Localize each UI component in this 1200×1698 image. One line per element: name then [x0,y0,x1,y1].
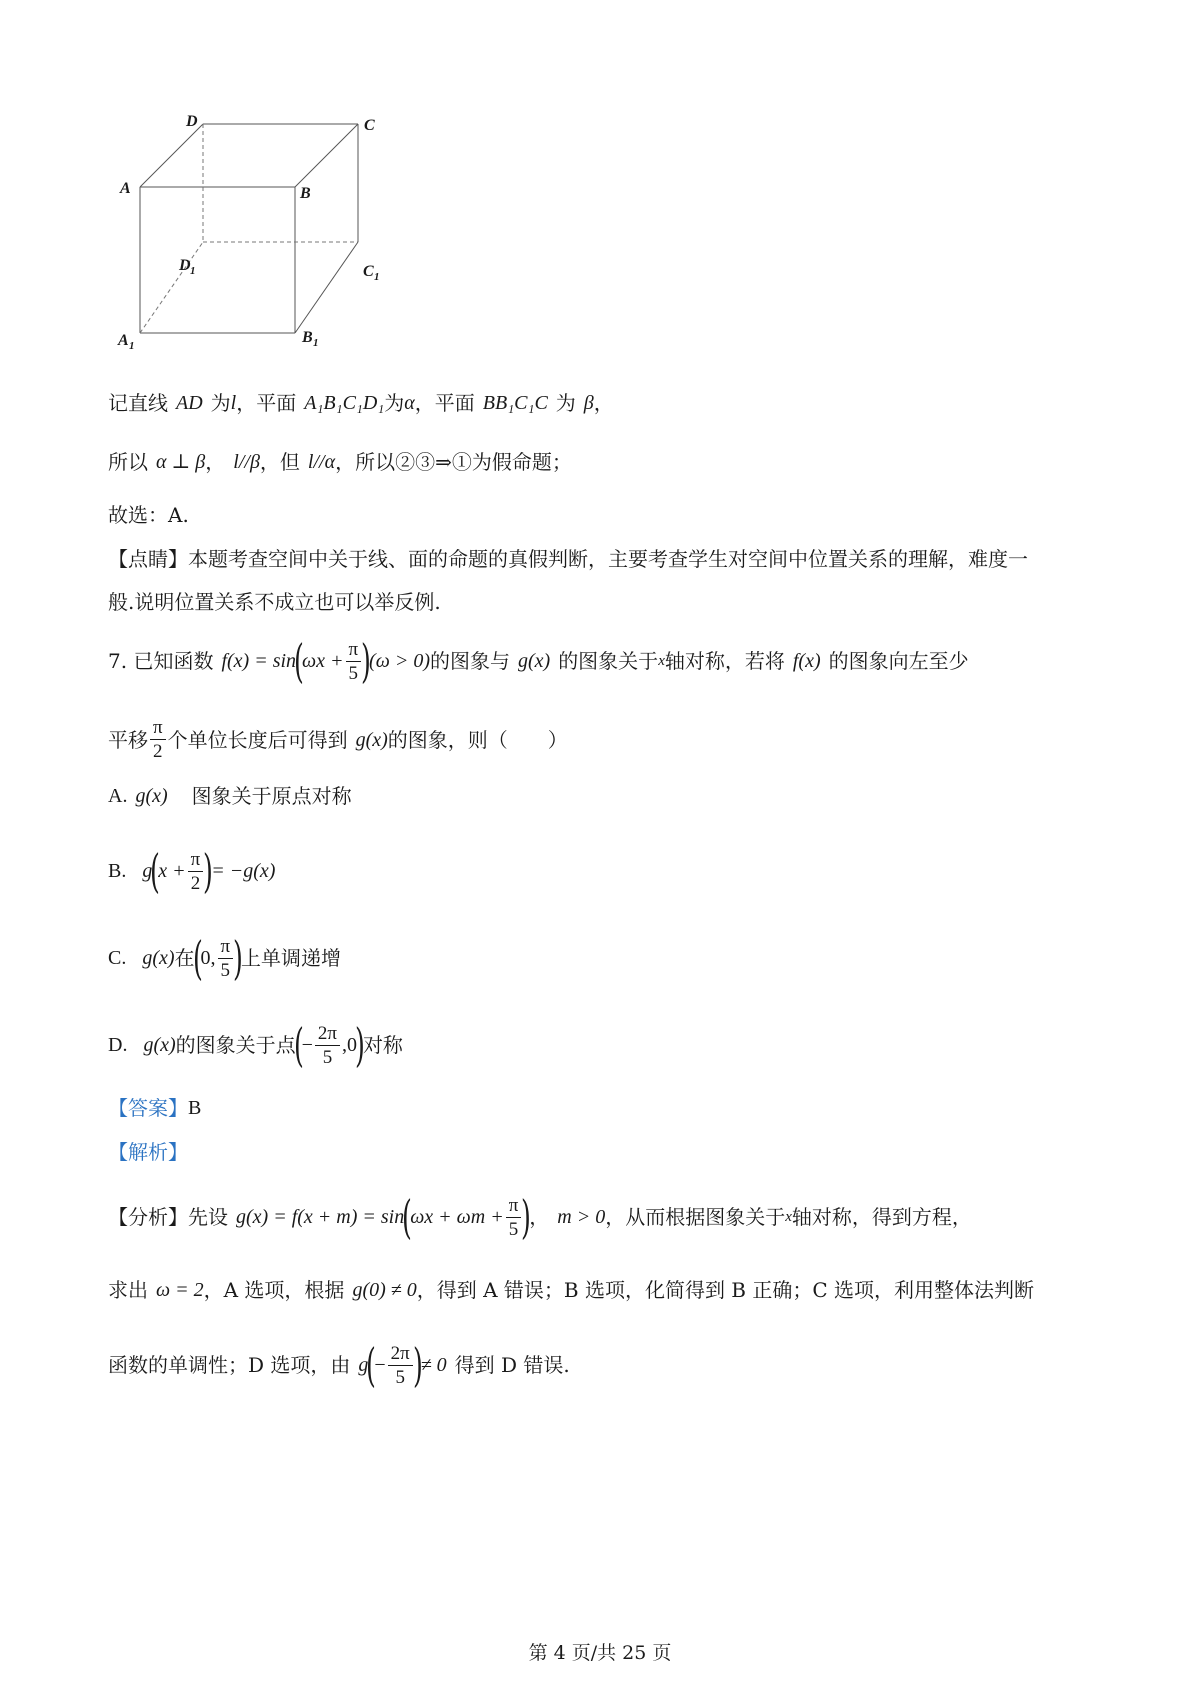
edge-AD [140,124,203,187]
fraction-pi-5: $\frac{\pi}{5}$ [346,640,362,683]
answer-value: B [188,1097,202,1119]
question-7-line-2: 平移 $\frac{\pi}{2}$ 个单位长度后可得到 g(x) 的图象，则（ ） [108,717,568,762]
label-A1: A [118,332,129,349]
label-B1: B [302,329,313,346]
answer-tag: 【答案】 [108,1096,188,1120]
fraction-2pi-5: $\frac{2\pi}{5}$ [388,1344,413,1387]
label-C: C [364,117,375,134]
fenxi-line-3: 函数的单调性；D 选项，由 g ( − $\frac{2\pi}{5}$ ) ≠ 0 得到 D 错误. [108,1338,570,1392]
analysis-tag: 【解析】 [108,1140,188,1164]
label-C1-sub: 1 [374,271,380,283]
label-D: D [186,113,198,130]
analysis-line [108,1142,188,1162]
dianjing-line-1: 【点睛】本题考查空间中关于线、面的命题的真假判断，主要考查学生对空间中位置关系的理解，难度一 [108,547,1028,571]
choose-answer: 故选：A. [108,503,189,527]
label-D1-sub: 1 [190,265,196,277]
option-d: D. g(x) 的图象关于点 ( − $\frac{2\pi}{5}$ ,0 ) 对称 [108,1018,403,1072]
label-B: B [300,185,311,202]
option-b: B. g ( x + $\frac{\pi}{2}$ ) = −g(x) [108,844,276,898]
cube-diagram [110,110,410,380]
label-A1-sub: 1 [129,340,135,352]
label-D1: D [179,257,191,274]
fenxi-line-2: 求出 ω = 2 ，A 选项，根据 g(0) ≠ 0 ，得到 A 错误；B 选项，化简得到 B 正确；C 选项，利用整体法判断 [108,1278,1035,1302]
fraction-pi-2: $\frac{\pi}{2}$ [150,718,166,761]
solution-line-2: 所以 α ⊥ β ， l//β ，但 l//α ，所以②③⇒①为假命题； [108,450,572,474]
fenxi-line-1: 【分析】先设 g(x) = f(x + m) = sin ( ωx + ωm + $\frac{\pi}{5}$ ) ， m > 0 ，从而根据图象关于 x 轴对称，得到方程， [108,1190,972,1244]
option-c: C. g(x) 在 ( 0, $\frac{\pi}{5}$ ) 上单调递增 [108,931,342,985]
dianjing-line-2: 般.说明位置关系不成立也可以举反例. [108,590,441,614]
fraction-pi-2: $\frac{\pi}{2}$ [188,850,204,893]
label-A: A [120,180,131,197]
edge-BC [295,124,358,187]
fraction-pi-5: $\frac{\pi}{5}$ [506,1196,522,1239]
label-C1: C [363,263,374,280]
fraction-pi-5: $\frac{\pi}{5}$ [218,937,234,980]
question-7-line-1: 7. 已知函数 f(x) = sin ( ωx + $\frac{\pi}{5}$ ) (ω > 0) 的图象与 g(x) 的图象关于 x 轴对称，若将 f(x) 的图象向左至少 [108,634,969,688]
edge-A1D1 [140,242,203,333]
solution-line-1: 记直线 AD 为 l ，平面 A₁B₁C₁D₁ 为 α ，平面 BB₁C₁C 为 β ， [108,391,614,415]
label-B1-sub: 1 [313,337,319,349]
fraction-2pi-5: $\frac{2\pi}{5}$ [315,1024,340,1067]
page-footer: 第 4 页/共 25 页 [528,1642,672,1664]
option-a: A. g(x) 图象关于原点对称 [108,784,352,808]
answer-line [108,1098,201,1118]
edge-B1C1 [295,242,358,333]
